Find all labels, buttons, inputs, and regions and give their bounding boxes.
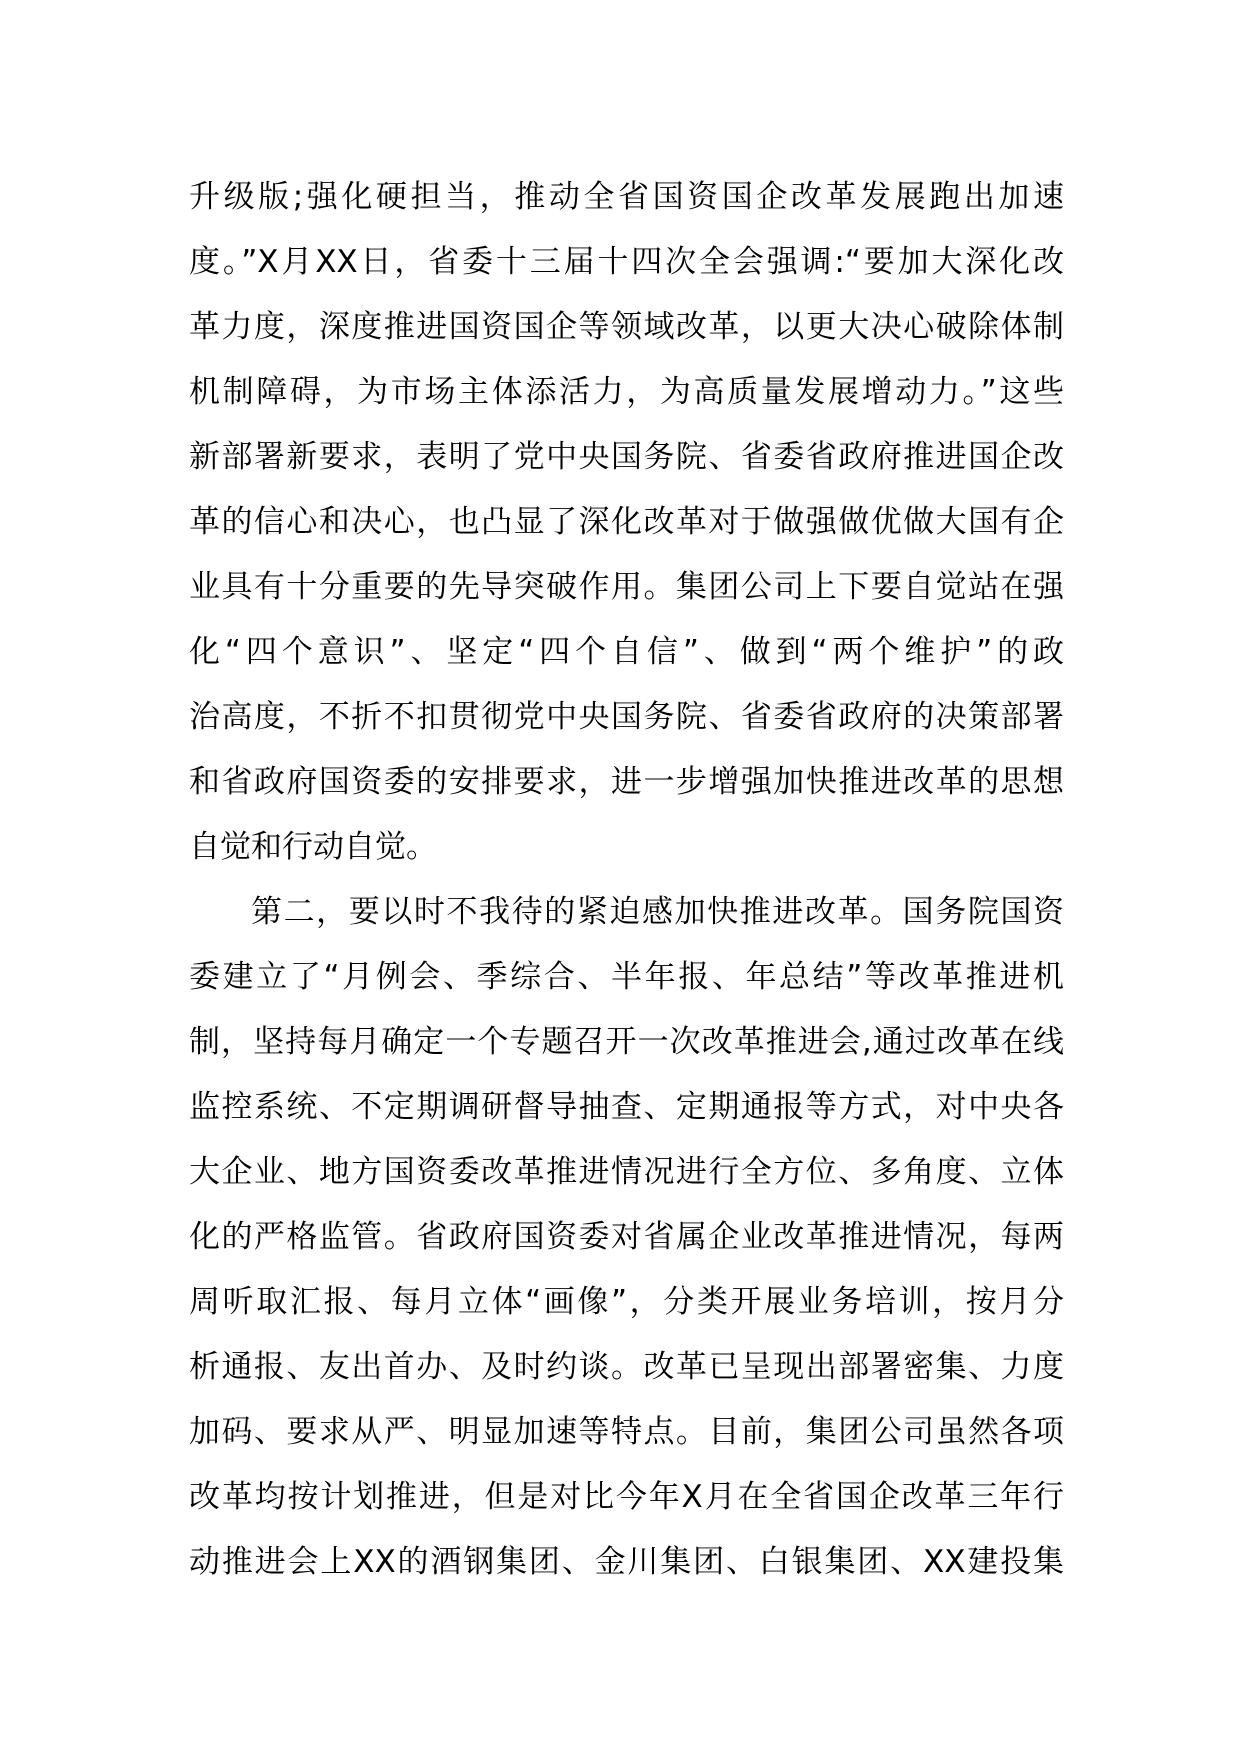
text-line: 治高度，不折不扣贯彻党中央国务院、省委省政府的决策部署 <box>189 699 1064 735</box>
text-line: 革力度，深度推进国资国企等领域改革，以更大决心破除体制 <box>189 309 1064 345</box>
text-line: 加码、要求从严、明显加速等特点。目前，集团公司虽然各项 <box>189 1414 1064 1450</box>
text-line: 业具有十分重要的先导突破作用。集团公司上下要自觉站在强 <box>189 569 1064 605</box>
text-line: 改革均按计划推进，但是对比今年X月在全省国企改革三年行 <box>189 1479 1064 1515</box>
paragraph-1 <box>189 165 1064 880</box>
text-line: 析通报、友出首办、及时约谈。改革已呈现出部署密集、力度 <box>189 1349 1064 1385</box>
text-line: 制，坚持每月确定一个专题召开一次改革推进会,通过改革在线 <box>189 1024 1064 1060</box>
text-line: 化的严格监管。省政府国资委对省属企业改革推进情况，每两 <box>189 1219 1064 1255</box>
paragraph-2 <box>189 880 1064 1595</box>
text-line: 动推进会上XX的酒钢集团、金川集团、白银集团、XX建投集 <box>189 1544 1064 1580</box>
text-line: 监控系统、不定期调研督导抽查、定期通报等方式，对中央各 <box>189 1089 1064 1125</box>
text-line: 委建立了“月例会、季综合、半年报、年总结”等改革推进机 <box>189 959 1064 995</box>
document-body <box>189 165 1064 1595</box>
text-line: 大企业、地方国资委改革推进情况进行全方位、多角度、立体 <box>189 1154 1064 1190</box>
text-line: 自觉和行动自觉。 <box>189 829 437 865</box>
text-line: 新部署新要求，表明了党中央国务院、省委省政府推进国企改 <box>189 439 1064 475</box>
text-line: 机制障碍，为市场主体添活力，为高质量发展增动力。”这些 <box>189 374 1064 410</box>
text-line: 度。”X月XX日，省委十三届十四次全会强调:“要加大深化改 <box>189 244 1064 280</box>
text-line: 周听取汇报、每月立体“画像”，分类开展业务培训，按月分 <box>189 1284 1064 1320</box>
text-line: 升级版;强化硬担当，推动全省国资国企改革发展跑出加速 <box>189 179 1064 215</box>
text-line: 和省政府国资委的安排要求，进一步增强加快推进改革的思想 <box>189 764 1064 800</box>
text-line: 革的信心和决心，也凸显了深化改革对于做强做优做大国有企 <box>189 504 1064 540</box>
text-line: 化“四个意识”、坚定“四个自信”、做到“两个维护”的政 <box>189 634 1064 670</box>
text-line: 第二，要以时不我待的紧迫感加快推进改革。国务院国资 <box>251 894 1064 930</box>
